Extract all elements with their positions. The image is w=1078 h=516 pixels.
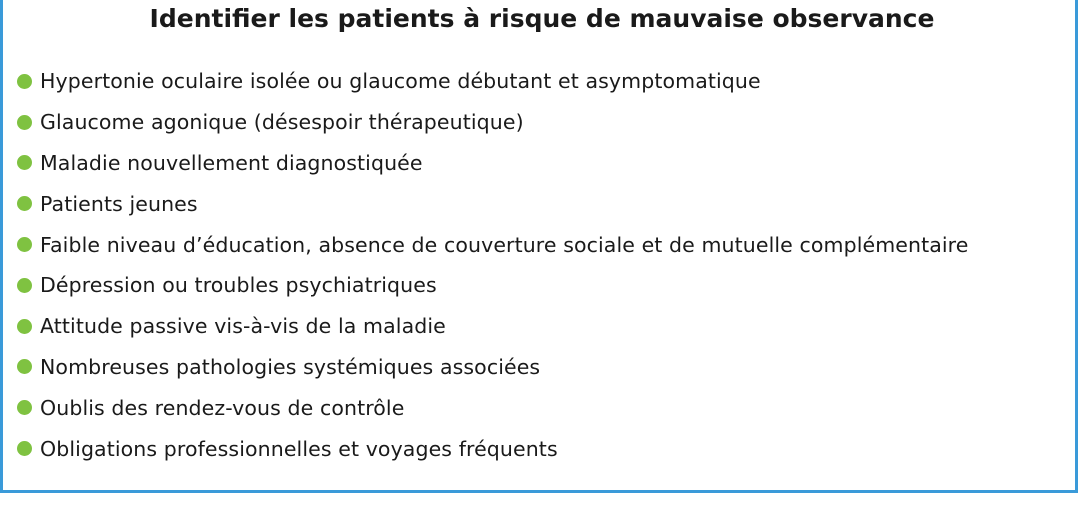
- list-item: [17, 183, 968, 224]
- green-dot-icon: [17, 115, 32, 130]
- list-item: [17, 387, 968, 428]
- list-item-text: Oublis des rendez-vous de contrôle: [40, 395, 405, 420]
- list-item-text: Maladie nouvellement diagnostiquée: [40, 150, 423, 175]
- green-dot-icon: [17, 155, 32, 170]
- box-title: Identifier les patients à risque de mauvaise observance: [149, 4, 935, 33]
- green-dot-icon: [17, 237, 32, 252]
- green-dot-icon: [17, 278, 32, 293]
- list-item-text: Nombreuses pathologies systémiques associées: [40, 354, 541, 379]
- green-dot-icon: [17, 441, 32, 456]
- list-item: [17, 224, 968, 265]
- list-item-text: Glaucome agonique (désespoir thérapeutique): [40, 110, 524, 135]
- green-dot-icon: [17, 359, 32, 374]
- risk-factor-list: [17, 61, 968, 469]
- list-item: [17, 265, 968, 306]
- green-dot-icon: [17, 196, 32, 211]
- list-item: [17, 102, 968, 143]
- list-item-text: Obligations professionnelles et voyages fréquents: [40, 436, 558, 461]
- list-item: [17, 347, 968, 388]
- list-item-text: Dépression ou troubles psychiatriques: [40, 273, 437, 298]
- green-dot-icon: [17, 400, 32, 415]
- list-item: [17, 61, 968, 102]
- list-item-text: Patients jeunes: [40, 191, 198, 216]
- green-dot-icon: [17, 74, 32, 89]
- list-item: [17, 143, 968, 184]
- green-dot-icon: [17, 319, 32, 334]
- list-item: [17, 428, 968, 469]
- list-item-text: Attitude passive vis-à-vis de la maladie: [40, 314, 446, 339]
- list-item-text: Hypertonie oculaire isolée ou glaucome débutant et asymptomatique: [40, 69, 761, 94]
- list-item: [17, 306, 968, 347]
- list-item-text: Faible niveau d’éducation, absence de couverture sociale et de mutuelle complémentaire: [40, 232, 969, 257]
